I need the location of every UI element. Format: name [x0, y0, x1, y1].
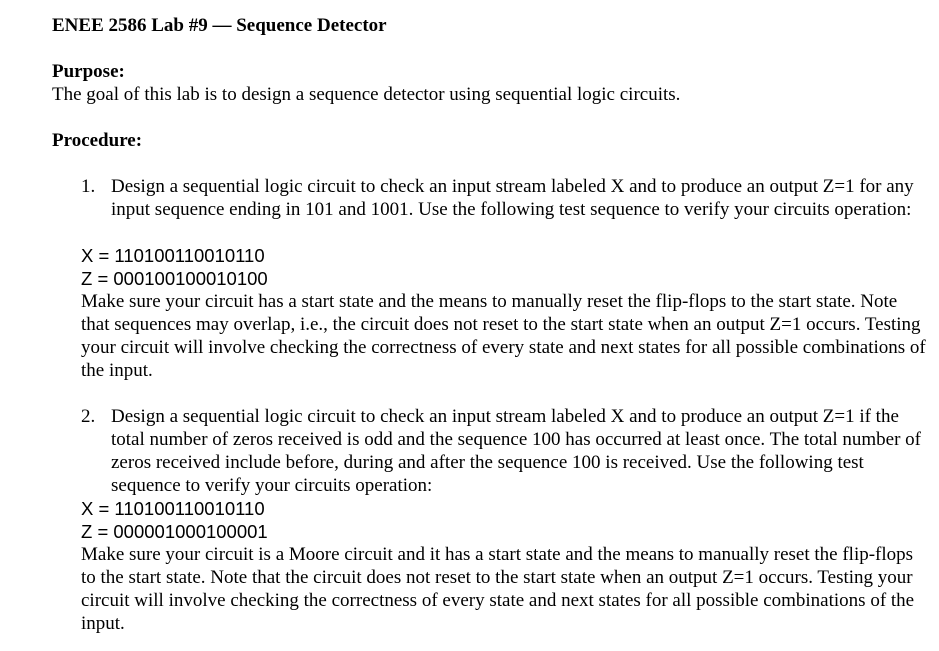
z-sequence: Z = 000100100010100: [81, 268, 268, 289]
x-sequence: X = 110100110010110: [81, 245, 265, 266]
item-text: Design a sequential logic circuit to check an input stream labeled X and to produce an output Z=1 if the total number of zeros received is odd and the sequence 100 has occurred at least once. The total number of zeros received include before, during and after the sequence 100 is received. Use the following test sequence to verify your circuits operation:: [111, 406, 922, 496]
item-note: Make sure your circuit has a start state and the means to manually reset the flip-flops to the start state. Note that sequences may overlap, i.e., the circuit does not reset to the start state when an output Z=1 occurs. Testing your circuit will involve checking the correctness of every state and next states for all possible combinations of the input.: [81, 291, 926, 381]
procedure-heading: Procedure:: [52, 130, 143, 151]
z-sequence: Z = 000001000100001: [81, 521, 268, 542]
purpose-heading: Purpose:: [52, 61, 125, 82]
item-number: 2.: [81, 406, 96, 427]
item-note: Make sure your circuit is a Moore circuit and it has a start state and the means to manually reset the flip-flops to the start state. Note that the circuit does not reset to the start state when an output Z=1 occurs. Testing your circuit will involve checking the correctness of every state and next states for all possible combinations of the input.: [81, 544, 915, 634]
page-title: ENEE 2586 Lab #9 — Sequence Detector: [52, 15, 387, 36]
x-sequence: X = 110100110010110: [81, 498, 265, 519]
purpose-text: The goal of this lab is to design a sequence detector using sequential logic circuits.: [52, 84, 681, 105]
item-text: Design a sequential logic circuit to check an input stream labeled X and to produce an output Z=1 for any input sequence ending in 101 and 1001. Use the following test sequence to verify your circuits operation:: [111, 176, 914, 220]
item-number: 1.: [81, 176, 96, 197]
